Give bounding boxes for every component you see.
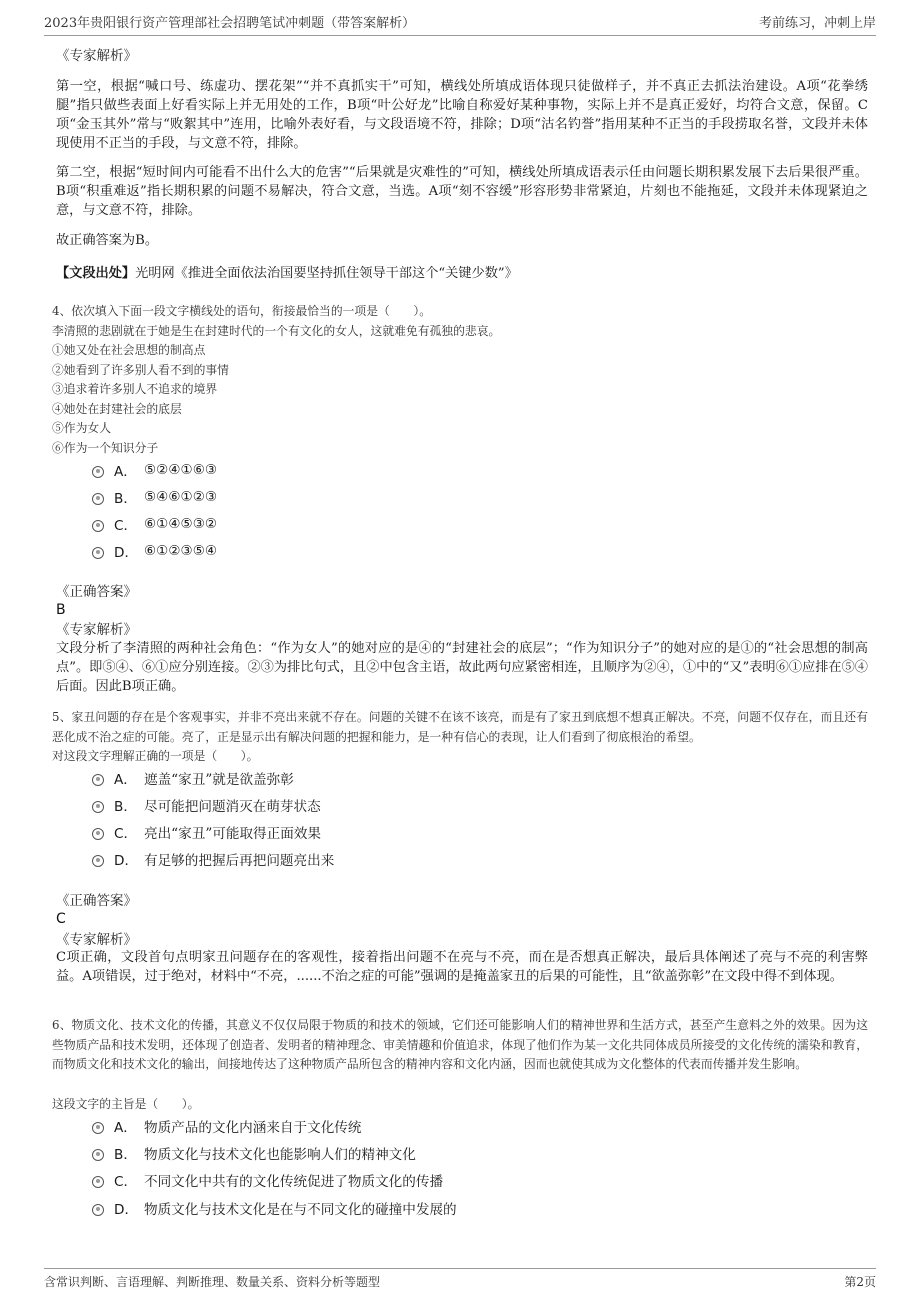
radio-icon[interactable] bbox=[92, 855, 104, 867]
q4-answer: B bbox=[56, 602, 66, 618]
q4-item-3: ③追求着许多别人不追求的境界 bbox=[52, 382, 218, 396]
radio-icon[interactable] bbox=[92, 1204, 104, 1216]
q4-stem: 4、依次填入下面一段文字横线处的语句，衔接最恰当的一项是（ ）。 bbox=[52, 304, 432, 318]
q4-answer-label: 《正确答案》 bbox=[56, 584, 137, 600]
prev-explain-label: 《专家解析》 bbox=[56, 48, 137, 64]
prev-source bbox=[56, 264, 868, 283]
prev-conclusion: 故正确答案为B。 bbox=[56, 233, 159, 248]
radio-icon[interactable] bbox=[92, 493, 104, 505]
q6-option-d[interactable]: D． 物质文化与技术文化是在与不同文化的碰撞中发展的 bbox=[92, 1198, 457, 1218]
q4-option-d[interactable]: D． ⑥①②③⑤④ bbox=[92, 541, 217, 561]
source-label: 【文段出处】 bbox=[56, 266, 136, 281]
q5-option-a[interactable]: A． 遮盖“家丑”就是欲盖弥彰 bbox=[92, 768, 294, 788]
q5-answer: C bbox=[56, 911, 66, 927]
q6-option-a[interactable]: A． 物质产品的文化内涵来自于文化传统 bbox=[92, 1116, 362, 1136]
q4-option-b[interactable]: B． ⑤④⑥①②③ bbox=[92, 487, 217, 507]
q4-option-a[interactable]: A． ⑤②④①⑥③ bbox=[92, 460, 217, 480]
q4-item-1: ①她又处在社会思想的制高点 bbox=[52, 343, 206, 357]
q4-item-6: ⑥作为一个知识分子 bbox=[52, 441, 159, 455]
q4-item-5: ⑤作为女人 bbox=[52, 421, 111, 435]
page-footer bbox=[44, 1268, 876, 1294]
footer-topics: 含常识判断、言语理解、判断推理、数量关系、资料分析等题型 bbox=[44, 1275, 381, 1289]
radio-icon[interactable] bbox=[92, 520, 104, 532]
prev-explanation-para1: 第一空，根据“喊口号、练虚功、摆花架”“并不真抓实干”可知，横线处所填成语体现只徒做样子，并不真正去抓法治建设。A项“花拳绣腿”指只做些表面上好看实际上并无用处的工作，B项“叶公好龙”比喻自称爱好某种事物，实际上并不是真正爱好，均符合文意，保留。C项“金玉其外”常与“败絮其中”连用，比喻外表好看，与文段语境不符，排除；D项“沽名钓誉”指用某种不正当的手段捞取名誉，文段并未体现使用不正当的手段，与文意不符，排除。 bbox=[56, 79, 868, 151]
q5-question: 对这段文字理解正确的一项是（ ）。 bbox=[52, 749, 259, 763]
radio-icon[interactable] bbox=[92, 801, 104, 813]
page-number: 第2页 bbox=[844, 1275, 876, 1289]
source-text: 光明网《推进全面依法治国要坚持抓住领导干部这个“关键少数”》 bbox=[135, 266, 518, 281]
page-header bbox=[44, 8, 876, 36]
q5-explanation: C项正确，文段首句点明家丑问题存在的客观性，接着指出问题不在亮与不亮，而在是否想真正解决，最后具体阐述了亮与不亮的利害弊益。A项错误，过于绝对，材料中“不亮，......不治之症的可能”强调的是掩盖家丑的后果的可能性，且“欲盖弥彰”在文段中得不到体现。 bbox=[56, 950, 868, 984]
q4-explanation: 文段分析了李清照的两种社会角色：“作为女人”的她对应的是④的“封建社会的底层”；“作为知识分子”的她对应的是①的“社会思想的制高点”。即⑤④、⑥①应分别连接。②③为排比句式，且②中包含主语，故此两句应紧密相连，且顺序为②④，①中的“又”表明⑥①应排在⑤④后面。因此B项正确。 bbox=[56, 641, 868, 694]
q6-option-b[interactable]: B． 物质文化与技术文化也能影响人们的精神文化 bbox=[92, 1143, 416, 1163]
radio-icon[interactable] bbox=[92, 547, 104, 559]
q5-option-b[interactable]: B． 尽可能把问题消灭在萌芽状态 bbox=[92, 795, 321, 815]
q5-option-d[interactable]: D． 有足够的把握后再把问题亮出来 bbox=[92, 849, 334, 869]
radio-icon[interactable] bbox=[92, 1149, 104, 1161]
q4-option-c[interactable]: C． ⑥①④⑤③② bbox=[92, 514, 217, 534]
radio-icon[interactable] bbox=[92, 828, 104, 840]
radio-icon[interactable] bbox=[92, 466, 104, 478]
q5-option-c[interactable]: C． 亮出“家丑”可能取得正面效果 bbox=[92, 822, 321, 842]
document-title: 2023年贵阳银行资产管理部社会招聘笔试冲刺题（带答案解析） bbox=[44, 16, 416, 31]
q5-answer-label: 《正确答案》 bbox=[56, 893, 137, 909]
q6-question: 这段文字的主旨是（ ）。 bbox=[52, 1097, 200, 1111]
q6-option-c[interactable]: C． 不同文化中共有的文化传统促进了物质文化的传播 bbox=[92, 1170, 443, 1190]
q6-stem: 6、物质文化、技术文化的传播，其意义不仅仅局限于物质的和技术的领域，它们还可能影响人们的精神世界和生活方式，甚至产生意料之外的效果。因为这些物质产品和技术发明，还体现了创造者、发明者的精神理念、审美情趣和价值追求，体现了他们作为某一文化共同体成员所接受的文化传统的濡染和教育，而物质文化和技术文化的输出，间接地传达了这种物质产品所包含的精神内容和文化内涵，因而也就使其成为文化整体的代表而传播并发生影响。 bbox=[52, 1018, 868, 1071]
q4-item-2: ②她看到了许多别人看不到的事情 bbox=[52, 363, 229, 377]
radio-icon[interactable] bbox=[92, 1122, 104, 1134]
q5-stem: 5、家丑问题的存在是个客观事实，并非不亮出来就不存在。问题的关键不在该不该亮，而是有了家丑到底想不想真正解决。不亮，问题不仅存在，而且还有恶化成不治之症的可能。亮了，正是显示出有解决问题的把握和能力，是一种有信心的表现，让人们看到了彻底根治的希望。 bbox=[52, 710, 868, 744]
radio-icon[interactable] bbox=[92, 1176, 104, 1188]
radio-icon[interactable] bbox=[92, 774, 104, 786]
q4-item-4: ④她处在封建社会的底层 bbox=[52, 402, 182, 416]
header-slogan: 考前练习，冲刺上岸 bbox=[758, 16, 876, 31]
q5-explain-label: 《专家解析》 bbox=[56, 932, 137, 948]
q4-text: 李清照的悲剧就在于她是生在封建时代的一个有文化的女人，这就难免有孤独的悲哀。 bbox=[52, 324, 501, 338]
q4-explain-label: 《专家解析》 bbox=[56, 622, 137, 638]
prev-explanation-para2: 第二空，根据“短时间内可能看不出什么大的危害”“后果就是灾难性的”可知，横线处所填成语表示任由问题长期积累发展下去后果很严重。B项“积重难返”指长期积累的问题不易解决，符合文意，当选。A项“刻不容缓”形容形势非常紧迫，片刻也不能拖延，文段并未体现紧迫之意，与文意不符，排除。 bbox=[56, 165, 868, 218]
